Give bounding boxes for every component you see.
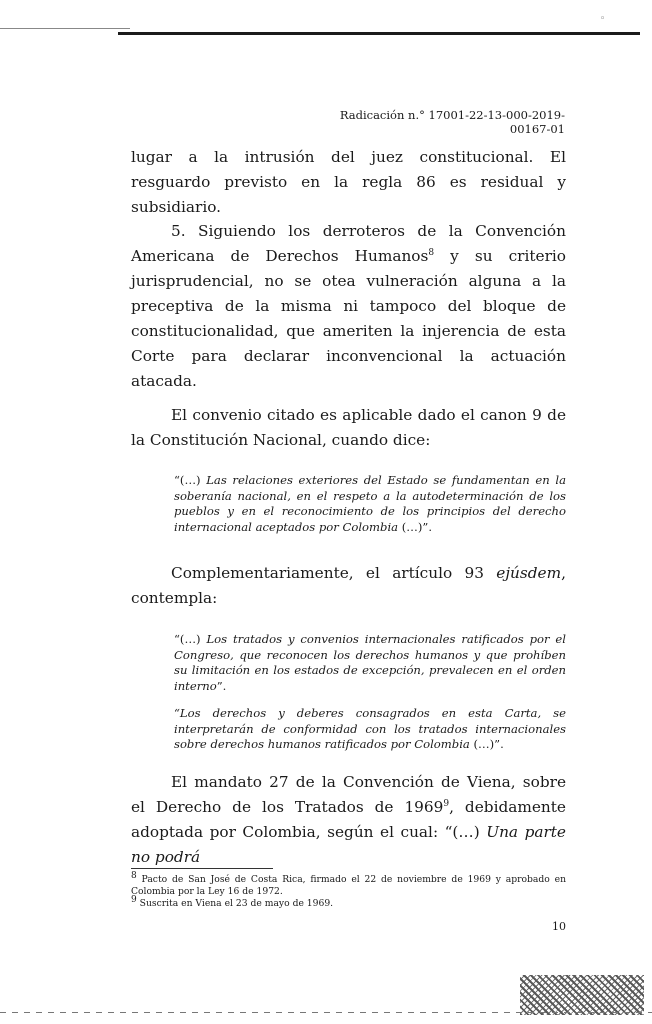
paragraph-1: lugar a la intrusión del juez constitucional. El resguardo previsto en la regla 86 es residual y subsidiario. — [131, 148, 566, 216]
scan-noise-stamp — [520, 975, 644, 1015]
paragraph-4-italic: ejúsdem — [496, 564, 562, 582]
paragraph-5-italic: Una parte no podrá — [131, 823, 566, 866]
quote-2 — [174, 632, 566, 694]
paragraph-2-text-a: 5. Siguiendo los derroteros de la Convención Americana de Derechos Humanos — [131, 222, 566, 265]
footnote-ref-8: 8 — [428, 247, 435, 258]
quote-1 — [174, 473, 566, 535]
quote-3 — [174, 706, 566, 753]
paragraph-5 — [131, 770, 566, 870]
quote-1-open: “(…) — [174, 473, 207, 487]
corner-mark-icon: ◦ — [600, 14, 606, 24]
paragraph-2-text-b: y su criterio jurisprudencial, no se otea vulneración alguna a la preceptiva de la misma ni tampoco del bloque de constitucionalidad, que ameriten la injerencia de esta Corte para declarar inconvencional la actuación atacada. — [131, 247, 566, 390]
paragraph-2 — [131, 219, 566, 394]
footnote-separator — [131, 868, 273, 869]
quote-3-close: (…)”. — [469, 737, 504, 751]
quote-1-close: (…)”. — [398, 519, 433, 534]
paragraph-4-text-a: Complementariamente, el artículo 93 — [171, 564, 497, 582]
paragraph-4 — [131, 561, 566, 611]
quote-2-open: “(…) — [174, 632, 207, 646]
top-thin-rule — [0, 28, 130, 29]
radicacion-header: Radicación n.° 17001-22-13-000-2019-00167-01 — [339, 108, 565, 136]
footnote-9 — [131, 894, 566, 910]
bottom-rule — [0, 1012, 652, 1013]
quote-2-italic: Los tratados y convenios internacionales ratificados por el Congreso, que reconocen los derechos humanos y que prohíben su limitación en los estados de excepción, prevalecen en el orden interno — [174, 632, 566, 693]
footnote-ref-9: 9 — [443, 798, 450, 809]
footnote-8-text: Pacto de San José de Costa Rica, firmado el 22 de noviembre de 1969 y aprobado en Colombia por la Ley 16 de 1972. — [131, 874, 566, 897]
paragraph-3: El convenio citado es aplicable dado el canon 9 de la Constitución Nacional, cuando dice: — [131, 406, 566, 449]
quote-1-italic: Las relaciones exteriores del Estado se fundamentan en la soberanía nacional, en el respeto a la autodeterminación de los pueblos y en el reconocimiento de los principios del derecho internacional aceptados por Colombia — [174, 473, 566, 534]
paragraph-4-text-b: , contempla: — [131, 564, 566, 607]
quote-2-close: ”. — [216, 678, 227, 693]
page-number: 10 — [552, 920, 566, 933]
paragraph-5-text-b: , debidamente adoptada por Colombia, según el cual: “(…) — [131, 798, 566, 841]
footnote-9-mark: 9 — [131, 894, 137, 905]
footnote-8 — [131, 870, 566, 897]
top-rule — [118, 32, 640, 35]
footnote-8-mark: 8 — [131, 870, 137, 881]
paragraph-5-text-a: El mandato 27 de la Convención de Viena, sobre el Derecho de los Tratados de 1969 — [131, 773, 566, 816]
quote-3-italic: “Los derechos y deberes consagrados en esta Carta, se interpretarán de conformidad con los tratados internacionales sobre derechos humanos ratificados por Colombia — [174, 706, 566, 751]
footnote-9-text: Suscrita en Viena el 23 de mayo de 1969. — [136, 898, 334, 909]
